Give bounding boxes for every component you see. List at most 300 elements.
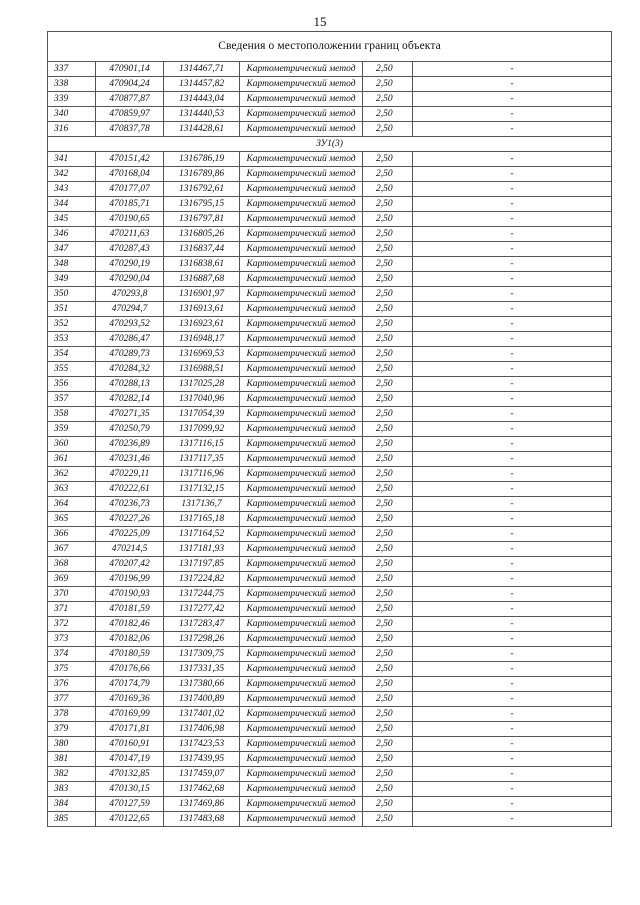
table-row bbox=[48, 377, 612, 392]
coord-x: 470182,46 bbox=[96, 617, 164, 632]
coord-x: 470837,78 bbox=[96, 122, 164, 137]
table-row bbox=[48, 407, 612, 422]
point-number: 362 bbox=[48, 467, 96, 482]
table-row bbox=[48, 692, 612, 707]
method: Картометрический метод bbox=[240, 782, 363, 797]
coord-y: 1317116,15 bbox=[164, 437, 240, 452]
coord-x: 470289,73 bbox=[96, 347, 164, 362]
description: - bbox=[413, 272, 612, 287]
coord-y: 1316988,51 bbox=[164, 362, 240, 377]
coord-y: 1316913,61 bbox=[164, 302, 240, 317]
table-row bbox=[48, 527, 612, 542]
accuracy: 2,50 bbox=[363, 257, 413, 272]
table-row bbox=[48, 602, 612, 617]
accuracy: 2,50 bbox=[363, 407, 413, 422]
point-number: 340 bbox=[48, 107, 96, 122]
table-row bbox=[48, 542, 612, 557]
point-number: 360 bbox=[48, 437, 96, 452]
coord-x: 470287,43 bbox=[96, 242, 164, 257]
point-number: 337 bbox=[48, 62, 96, 77]
coord-x: 470132,85 bbox=[96, 767, 164, 782]
point-number: 342 bbox=[48, 167, 96, 182]
point-number: 385 bbox=[48, 812, 96, 827]
method: Картометрический метод bbox=[240, 77, 363, 92]
accuracy: 2,50 bbox=[363, 767, 413, 782]
table-row bbox=[48, 497, 612, 512]
method: Картометрический метод bbox=[240, 497, 363, 512]
table-row bbox=[48, 62, 612, 77]
coord-y: 1317116,96 bbox=[164, 467, 240, 482]
method: Картометрический метод bbox=[240, 272, 363, 287]
method: Картометрический метод bbox=[240, 152, 363, 167]
description: - bbox=[413, 212, 612, 227]
coord-y: 1317197,85 bbox=[164, 557, 240, 572]
table-row bbox=[48, 212, 612, 227]
table-row bbox=[48, 572, 612, 587]
method: Картометрический метод bbox=[240, 212, 363, 227]
coord-y: 1317224,82 bbox=[164, 572, 240, 587]
coord-x: 470901,14 bbox=[96, 62, 164, 77]
coord-y: 1314457,82 bbox=[164, 77, 240, 92]
coord-y: 1317459,07 bbox=[164, 767, 240, 782]
boundary-table-body bbox=[48, 32, 612, 827]
description: - bbox=[413, 497, 612, 512]
table-row bbox=[48, 587, 612, 602]
accuracy: 2,50 bbox=[363, 167, 413, 182]
table-row bbox=[48, 152, 612, 167]
method: Картометрический метод bbox=[240, 542, 363, 557]
method: Картометрический метод bbox=[240, 167, 363, 182]
accuracy: 2,50 bbox=[363, 107, 413, 122]
method: Картометрический метод bbox=[240, 182, 363, 197]
accuracy: 2,50 bbox=[363, 467, 413, 482]
description: - bbox=[413, 182, 612, 197]
coord-x: 470214,5 bbox=[96, 542, 164, 557]
table-row bbox=[48, 317, 612, 332]
method: Картометрический метод bbox=[240, 527, 363, 542]
coord-x: 470236,89 bbox=[96, 437, 164, 452]
point-number: 354 bbox=[48, 347, 96, 362]
accuracy: 2,50 bbox=[363, 587, 413, 602]
method: Картометрический метод bbox=[240, 362, 363, 377]
coord-y: 1316969,53 bbox=[164, 347, 240, 362]
description: - bbox=[413, 377, 612, 392]
coord-x: 470176,66 bbox=[96, 662, 164, 677]
description: - bbox=[413, 797, 612, 812]
description: - bbox=[413, 647, 612, 662]
method: Картометрический метод bbox=[240, 557, 363, 572]
description: - bbox=[413, 362, 612, 377]
point-number: 371 bbox=[48, 602, 96, 617]
accuracy: 2,50 bbox=[363, 512, 413, 527]
coord-x: 470877,87 bbox=[96, 92, 164, 107]
coord-y: 1317164,52 bbox=[164, 527, 240, 542]
table-row bbox=[48, 482, 612, 497]
description: - bbox=[413, 167, 612, 182]
coord-y: 1316901,97 bbox=[164, 287, 240, 302]
accuracy: 2,50 bbox=[363, 197, 413, 212]
point-number: 378 bbox=[48, 707, 96, 722]
coord-y: 1317423,53 bbox=[164, 737, 240, 752]
accuracy: 2,50 bbox=[363, 212, 413, 227]
method: Картометрический метод bbox=[240, 317, 363, 332]
description: - bbox=[413, 332, 612, 347]
description: - bbox=[413, 122, 612, 137]
accuracy: 2,50 bbox=[363, 422, 413, 437]
point-number: 353 bbox=[48, 332, 96, 347]
accuracy: 2,50 bbox=[363, 782, 413, 797]
accuracy: 2,50 bbox=[363, 737, 413, 752]
table-row bbox=[48, 167, 612, 182]
accuracy: 2,50 bbox=[363, 602, 413, 617]
coord-y: 1317277,42 bbox=[164, 602, 240, 617]
point-number: 374 bbox=[48, 647, 96, 662]
point-number: 345 bbox=[48, 212, 96, 227]
table-row bbox=[48, 782, 612, 797]
method: Картометрический метод bbox=[240, 767, 363, 782]
table-row bbox=[48, 77, 612, 92]
accuracy: 2,50 bbox=[363, 647, 413, 662]
description: - bbox=[413, 347, 612, 362]
accuracy: 2,50 bbox=[363, 392, 413, 407]
coord-y: 1316837,44 bbox=[164, 242, 240, 257]
description: - bbox=[413, 317, 612, 332]
accuracy: 2,50 bbox=[363, 182, 413, 197]
point-number: 357 bbox=[48, 392, 96, 407]
coord-x: 470174,79 bbox=[96, 677, 164, 692]
accuracy: 2,50 bbox=[363, 617, 413, 632]
description: - bbox=[413, 287, 612, 302]
point-number: 351 bbox=[48, 302, 96, 317]
coord-x: 470294,7 bbox=[96, 302, 164, 317]
description: - bbox=[413, 737, 612, 752]
coord-x: 470222,61 bbox=[96, 482, 164, 497]
point-number: 338 bbox=[48, 77, 96, 92]
coord-y: 1317099,92 bbox=[164, 422, 240, 437]
accuracy: 2,50 bbox=[363, 497, 413, 512]
accuracy: 2,50 bbox=[363, 752, 413, 767]
accuracy: 2,50 bbox=[363, 542, 413, 557]
accuracy: 2,50 bbox=[363, 527, 413, 542]
coord-x: 470160,91 bbox=[96, 737, 164, 752]
coord-x: 470236,73 bbox=[96, 497, 164, 512]
point-number: 382 bbox=[48, 767, 96, 782]
description: - bbox=[413, 782, 612, 797]
description: - bbox=[413, 617, 612, 632]
table-row bbox=[48, 302, 612, 317]
table-row bbox=[48, 707, 612, 722]
coord-x: 470288,13 bbox=[96, 377, 164, 392]
coord-x: 470250,79 bbox=[96, 422, 164, 437]
method: Картометрический метод bbox=[240, 722, 363, 737]
description: - bbox=[413, 77, 612, 92]
table-row bbox=[48, 767, 612, 782]
table-row bbox=[48, 632, 612, 647]
coord-y: 1316789,86 bbox=[164, 167, 240, 182]
description: - bbox=[413, 302, 612, 317]
coord-x: 470225,09 bbox=[96, 527, 164, 542]
description: - bbox=[413, 482, 612, 497]
description: - bbox=[413, 467, 612, 482]
coord-y: 1317401,02 bbox=[164, 707, 240, 722]
point-number: 384 bbox=[48, 797, 96, 812]
table-row bbox=[48, 182, 612, 197]
accuracy: 2,50 bbox=[363, 242, 413, 257]
coord-x: 470169,99 bbox=[96, 707, 164, 722]
table-row bbox=[48, 512, 612, 527]
description: - bbox=[413, 632, 612, 647]
point-number: 366 bbox=[48, 527, 96, 542]
description: - bbox=[413, 242, 612, 257]
table-row bbox=[48, 122, 612, 137]
table-row bbox=[48, 272, 612, 287]
point-number: 364 bbox=[48, 497, 96, 512]
table-row bbox=[48, 677, 612, 692]
coord-x: 470171,81 bbox=[96, 722, 164, 737]
point-number: 377 bbox=[48, 692, 96, 707]
table-row bbox=[48, 797, 612, 812]
coord-x: 470227,26 bbox=[96, 512, 164, 527]
coord-y: 1317025,28 bbox=[164, 377, 240, 392]
method: Картометрический метод bbox=[240, 617, 363, 632]
coord-y: 1317040,96 bbox=[164, 392, 240, 407]
point-number: 369 bbox=[48, 572, 96, 587]
description: - bbox=[413, 197, 612, 212]
coord-x: 470231,46 bbox=[96, 452, 164, 467]
coord-y: 1316838,61 bbox=[164, 257, 240, 272]
method: Картометрический метод bbox=[240, 332, 363, 347]
accuracy: 2,50 bbox=[363, 332, 413, 347]
coord-x: 470151,42 bbox=[96, 152, 164, 167]
table-row bbox=[48, 197, 612, 212]
description: - bbox=[413, 542, 612, 557]
method: Картометрический метод bbox=[240, 227, 363, 242]
coord-y: 1317380,66 bbox=[164, 677, 240, 692]
coord-y: 1317400,89 bbox=[164, 692, 240, 707]
point-number: 372 bbox=[48, 617, 96, 632]
coord-y: 1316805,26 bbox=[164, 227, 240, 242]
coord-y: 1314467,71 bbox=[164, 62, 240, 77]
description: - bbox=[413, 677, 612, 692]
table-row bbox=[48, 662, 612, 677]
page-number: 15 bbox=[313, 14, 327, 29]
method: Картометрический метод bbox=[240, 242, 363, 257]
method: Картометрический метод bbox=[240, 677, 363, 692]
accuracy: 2,50 bbox=[363, 557, 413, 572]
table-row bbox=[48, 557, 612, 572]
accuracy: 2,50 bbox=[363, 662, 413, 677]
point-number: 380 bbox=[48, 737, 96, 752]
coord-x: 470286,47 bbox=[96, 332, 164, 347]
description: - bbox=[413, 602, 612, 617]
accuracy: 2,50 bbox=[363, 632, 413, 647]
method: Картометрический метод bbox=[240, 122, 363, 137]
description: - bbox=[413, 107, 612, 122]
coord-x: 470181,59 bbox=[96, 602, 164, 617]
description: - bbox=[413, 662, 612, 677]
point-number: 368 bbox=[48, 557, 96, 572]
accuracy: 2,50 bbox=[363, 692, 413, 707]
accuracy: 2,50 bbox=[363, 92, 413, 107]
method: Картометрический метод bbox=[240, 692, 363, 707]
table-row bbox=[48, 257, 612, 272]
table-row bbox=[48, 722, 612, 737]
description: - bbox=[413, 392, 612, 407]
table-row bbox=[48, 617, 612, 632]
method: Картометрический метод bbox=[240, 797, 363, 812]
method: Картометрический метод bbox=[240, 437, 363, 452]
point-number: 347 bbox=[48, 242, 96, 257]
coord-x: 470130,15 bbox=[96, 782, 164, 797]
point-number: 370 bbox=[48, 587, 96, 602]
accuracy: 2,50 bbox=[363, 287, 413, 302]
table-row bbox=[48, 647, 612, 662]
coord-x: 470211,63 bbox=[96, 227, 164, 242]
point-number: 350 bbox=[48, 287, 96, 302]
description: - bbox=[413, 767, 612, 782]
method: Картометрический метод bbox=[240, 707, 363, 722]
table-row bbox=[48, 242, 612, 257]
accuracy: 2,50 bbox=[363, 677, 413, 692]
coord-x: 470127,59 bbox=[96, 797, 164, 812]
coord-x: 470282,14 bbox=[96, 392, 164, 407]
coord-y: 1317181,93 bbox=[164, 542, 240, 557]
method: Картометрический метод bbox=[240, 287, 363, 302]
accuracy: 2,50 bbox=[363, 347, 413, 362]
accuracy: 2,50 bbox=[363, 152, 413, 167]
coord-x: 470207,42 bbox=[96, 557, 164, 572]
coord-x: 470190,65 bbox=[96, 212, 164, 227]
table-row bbox=[48, 347, 612, 362]
point-number: 375 bbox=[48, 662, 96, 677]
coord-y: 1317406,98 bbox=[164, 722, 240, 737]
coord-y: 1317462,68 bbox=[164, 782, 240, 797]
description: - bbox=[413, 707, 612, 722]
method: Картометрический метод bbox=[240, 302, 363, 317]
point-number: 348 bbox=[48, 257, 96, 272]
accuracy: 2,50 bbox=[363, 707, 413, 722]
table-row bbox=[48, 752, 612, 767]
table-row bbox=[48, 437, 612, 452]
point-number: 373 bbox=[48, 632, 96, 647]
coord-x: 470904,24 bbox=[96, 77, 164, 92]
accuracy: 2,50 bbox=[363, 482, 413, 497]
point-number: 341 bbox=[48, 152, 96, 167]
method: Картометрический метод bbox=[240, 422, 363, 437]
coord-y: 1316792,61 bbox=[164, 182, 240, 197]
description: - bbox=[413, 152, 612, 167]
description: - bbox=[413, 752, 612, 767]
coord-y: 1317132,15 bbox=[164, 482, 240, 497]
description: - bbox=[413, 557, 612, 572]
coord-x: 470180,59 bbox=[96, 647, 164, 662]
description: - bbox=[413, 227, 612, 242]
accuracy: 2,50 bbox=[363, 362, 413, 377]
table-row bbox=[48, 362, 612, 377]
point-number: 359 bbox=[48, 422, 96, 437]
coord-y: 1316923,61 bbox=[164, 317, 240, 332]
coord-x: 470182,06 bbox=[96, 632, 164, 647]
accuracy: 2,50 bbox=[363, 797, 413, 812]
method: Картометрический метод bbox=[240, 512, 363, 527]
description: - bbox=[413, 572, 612, 587]
coord-x: 470293,52 bbox=[96, 317, 164, 332]
description: - bbox=[413, 722, 612, 737]
description: - bbox=[413, 527, 612, 542]
coord-y: 1317298,26 bbox=[164, 632, 240, 647]
accuracy: 2,50 bbox=[363, 722, 413, 737]
method: Картометрический метод bbox=[240, 632, 363, 647]
table-title-row bbox=[48, 32, 612, 62]
coord-x: 470271,35 bbox=[96, 407, 164, 422]
table-row bbox=[48, 467, 612, 482]
description: - bbox=[413, 587, 612, 602]
coord-x: 470196,99 bbox=[96, 572, 164, 587]
table-title: Сведения о местоположении границ объекта bbox=[48, 32, 612, 62]
description: - bbox=[413, 452, 612, 467]
point-number: 367 bbox=[48, 542, 96, 557]
coord-y: 1317309,75 bbox=[164, 647, 240, 662]
point-number: 349 bbox=[48, 272, 96, 287]
coord-x: 470229,11 bbox=[96, 467, 164, 482]
table-row bbox=[48, 392, 612, 407]
method: Картометрический метод bbox=[240, 62, 363, 77]
coord-x: 470290,04 bbox=[96, 272, 164, 287]
coord-x: 470147,19 bbox=[96, 752, 164, 767]
method: Картометрический метод bbox=[240, 647, 363, 662]
coord-x: 470169,36 bbox=[96, 692, 164, 707]
point-number: 316 bbox=[48, 122, 96, 137]
coord-y: 1314440,53 bbox=[164, 107, 240, 122]
accuracy: 2,50 bbox=[363, 227, 413, 242]
coord-y: 1316797,81 bbox=[164, 212, 240, 227]
method: Картометрический метод bbox=[240, 482, 363, 497]
accuracy: 2,50 bbox=[363, 122, 413, 137]
coord-x: 470122,65 bbox=[96, 812, 164, 827]
method: Картометрический метод bbox=[240, 92, 363, 107]
point-number: 363 bbox=[48, 482, 96, 497]
method: Картометрический метод bbox=[240, 752, 363, 767]
coord-x: 470293,8 bbox=[96, 287, 164, 302]
accuracy: 2,50 bbox=[363, 62, 413, 77]
accuracy: 2,50 bbox=[363, 272, 413, 287]
method: Картометрический метод bbox=[240, 587, 363, 602]
method: Картометрический метод bbox=[240, 467, 363, 482]
accuracy: 2,50 bbox=[363, 812, 413, 827]
description: - bbox=[413, 407, 612, 422]
accuracy: 2,50 bbox=[363, 572, 413, 587]
method: Картометрический метод bbox=[240, 737, 363, 752]
method: Картометрический метод bbox=[240, 662, 363, 677]
method: Картометрический метод bbox=[240, 107, 363, 122]
accuracy: 2,50 bbox=[363, 77, 413, 92]
coord-x: 470168,04 bbox=[96, 167, 164, 182]
coord-y: 1314428,61 bbox=[164, 122, 240, 137]
point-number: 343 bbox=[48, 182, 96, 197]
method: Картометрический метод bbox=[240, 197, 363, 212]
table-row bbox=[48, 737, 612, 752]
boundary-table bbox=[47, 31, 612, 827]
coord-y: 1317136,7 bbox=[164, 497, 240, 512]
description: - bbox=[413, 512, 612, 527]
method: Картометрический метод bbox=[240, 347, 363, 362]
accuracy: 2,50 bbox=[363, 377, 413, 392]
point-number: 379 bbox=[48, 722, 96, 737]
point-number: 346 bbox=[48, 227, 96, 242]
table-row bbox=[48, 812, 612, 827]
point-number: 361 bbox=[48, 452, 96, 467]
coord-y: 1316786,19 bbox=[164, 152, 240, 167]
